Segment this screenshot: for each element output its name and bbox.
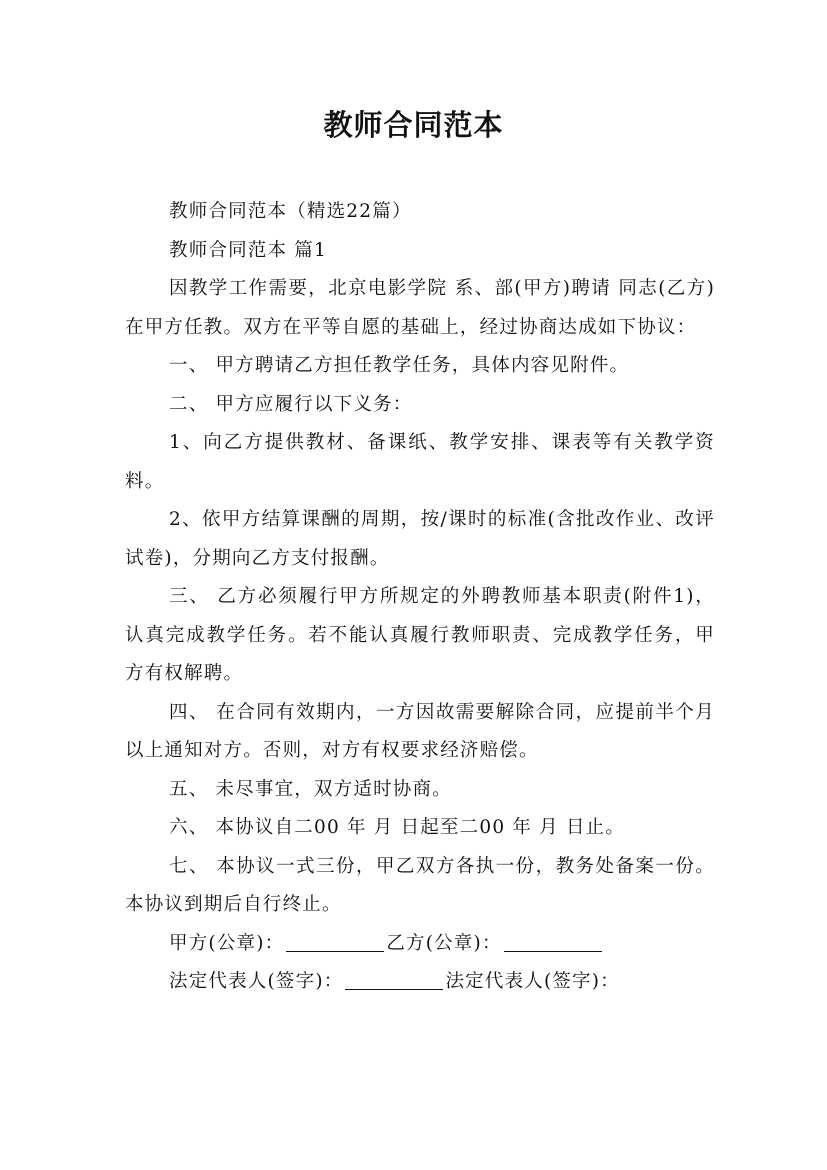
clause-2-item-1: 1、向乙方提供教材、备课纸、教学安排、课表等有关教学资料。: [125, 432, 715, 492]
party-a-seal-label: 甲方(公章)：: [169, 932, 285, 954]
rep-a-label: 法定代表人(签字)：: [169, 971, 344, 992]
rep-b-label: 法定代表人(签字)：: [445, 971, 620, 992]
clause-1: 一、 甲方聘请乙方担任教学任务，具体内容见附件。: [169, 355, 630, 376]
clause-3: 三、 乙方必须履行甲方所规定的外聘教师基本职责(附件1)，认真完成教学任务。若不能认真履行教师职责、完成教学任务，甲方有权解聘。: [125, 586, 715, 684]
party-b-seal-label: 乙方(公章)：: [386, 932, 502, 954]
clause-2-item-2: 2、依甲方结算课酬的周期，按/课时的标准(含批改作业、改评试卷)，分期向乙方支付报酬。: [125, 509, 715, 569]
party-b-seal-blank: [504, 933, 602, 952]
document-title: 教师合同范本: [323, 108, 504, 142]
clause-4: 四、 在合同有效期内，一方因故需要解除合同，应提前半个月以上通知对方。否则，对方有权要求经济赔偿。: [125, 701, 715, 761]
seal-line: [125, 925, 715, 964]
clause-7: 七、 本协议一式三份，甲乙双方各执一份，教务处备案一份。本协议到期后自行终止。: [125, 855, 715, 915]
signature-line: [125, 963, 715, 1002]
clause-5: 五、 未尽事宜，双方适时协商。: [169, 778, 452, 800]
document-subtitle: 教师合同范本（精选22篇）: [169, 201, 412, 222]
paragraph-intro: 因教学工作需要，北京电影学院 系、部(甲方)聘请 同志(乙方)在甲方任教。双方在平等自愿的基础上，经过协商达成如下协议：: [125, 278, 715, 338]
clause-2: 二、 甲方应履行以下义务：: [169, 393, 413, 415]
section-heading: 教师合同范本 篇1: [169, 239, 327, 261]
clause-6: 六、 本协议自二00 年 月 日起至二00 年 月 日止。: [169, 817, 626, 838]
rep-a-blank: [345, 971, 443, 990]
document-body: [125, 193, 715, 1002]
party-a-seal-blank: [286, 933, 384, 952]
